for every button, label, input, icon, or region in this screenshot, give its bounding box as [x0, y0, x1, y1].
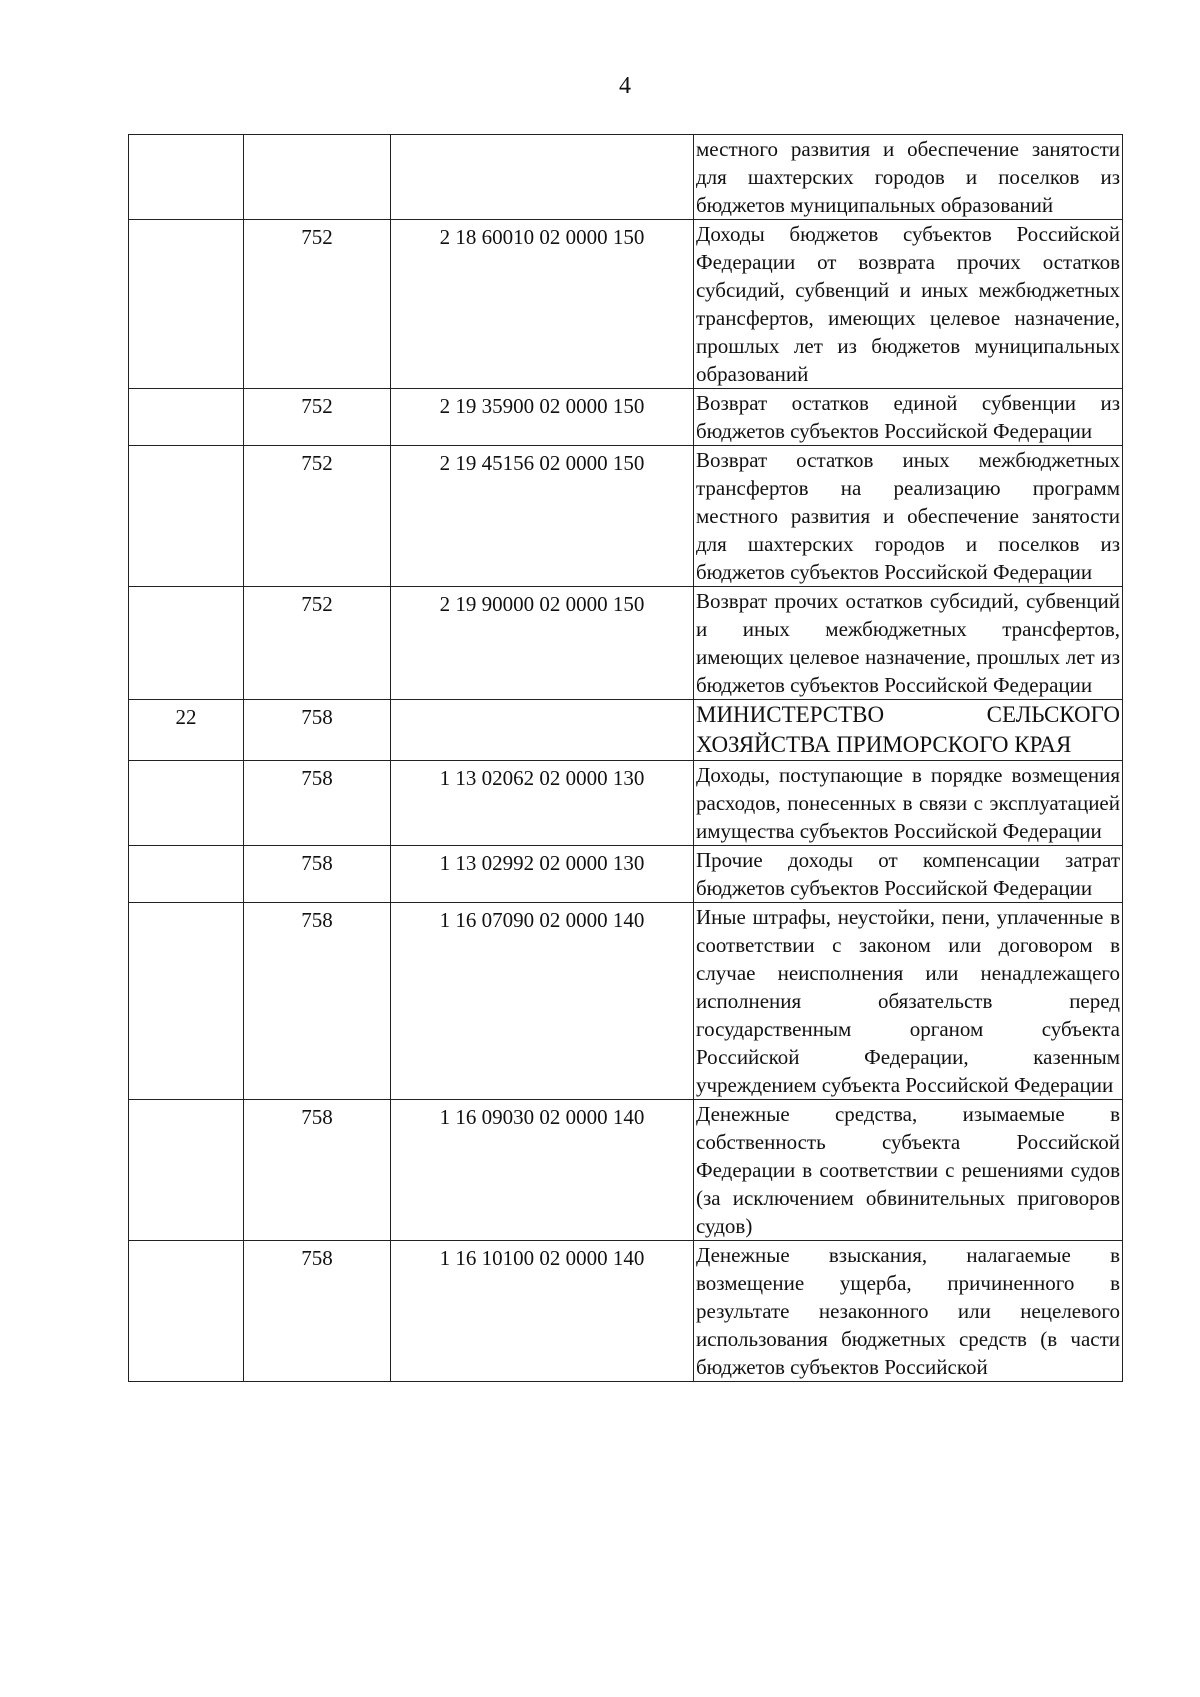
table-row — [129, 903, 1123, 1100]
row-number-text: 22 — [175, 705, 197, 729]
revenue-code-cell — [391, 700, 694, 761]
administrator-code-cell — [244, 446, 391, 587]
revenue-name-text: Возврат остатков иных межбюджетных трансфертов на реализацию программ местного развития и обеспечение занятости для шахтерских городов и поселков из бюджетов субъектов Российской Федерации — [696, 448, 1120, 584]
revenue-name-cell — [694, 846, 1123, 903]
revenue-code-cell — [391, 446, 694, 587]
revenue-code-cell — [391, 903, 694, 1100]
table-row — [129, 220, 1123, 389]
row-number-cell — [129, 846, 244, 903]
revenue-name-cell — [694, 446, 1123, 587]
row-number-cell — [129, 135, 244, 220]
revenue-code-cell — [391, 389, 694, 446]
row-number-text — [129, 220, 243, 223]
row-number-cell — [129, 1241, 244, 1382]
revenue-code-text: 2 19 45156 02 0000 150 — [439, 451, 645, 475]
revenue-name-text: Прочие доходы от компенсации затрат бюджетов субъектов Российской Федерации — [696, 848, 1120, 900]
administrator-code-text: 752 — [301, 592, 333, 616]
administrator-code-text: 758 — [301, 908, 333, 932]
row-number-cell — [129, 587, 244, 700]
row-number-text — [129, 1100, 243, 1103]
administrator-code-text: 752 — [301, 394, 333, 418]
revenue-name-cell — [694, 761, 1123, 846]
revenue-code-cell — [391, 135, 694, 220]
revenue-name-cell — [694, 903, 1123, 1100]
administrator-code-text: 752 — [301, 225, 333, 249]
revenue-code-text — [391, 135, 693, 138]
administrator-code-cell — [244, 1100, 391, 1241]
table-row — [129, 1100, 1123, 1241]
table-row — [129, 587, 1123, 700]
revenue-code-cell — [391, 220, 694, 389]
administrator-code-cell — [244, 389, 391, 446]
row-number-text — [129, 587, 243, 590]
row-number-cell — [129, 389, 244, 446]
row-number-cell — [129, 903, 244, 1100]
revenue-name-text: Доходы, поступающие в порядке возмещения расходов, понесенных в связи с эксплуатацией имущества субъектов Российской Федерации — [696, 763, 1120, 843]
row-number-text — [129, 135, 243, 138]
administrator-code-text: 758 — [301, 705, 333, 729]
revenue-code-cell — [391, 761, 694, 846]
administrator-code-text: 758 — [301, 1105, 333, 1129]
revenue-code-text: 2 19 90000 02 0000 150 — [439, 592, 645, 616]
table-body — [129, 135, 1123, 1382]
administrator-code-cell — [244, 700, 391, 761]
administrator-code-text: 758 — [301, 1246, 333, 1270]
revenue-name-text: Денежные взыскания, налагаемые в возмещение ущерба, причиненного в результате незаконного или нецелевого использования бюджетных средств (в части бюджетов субъектов Российской — [696, 1243, 1120, 1379]
administrator-code-text: 752 — [301, 451, 333, 475]
revenue-name-cell — [694, 587, 1123, 700]
revenue-name-text: местного развития и обеспечение занятости для шахтерских городов и поселков из бюджетов муниципальных образований — [696, 137, 1120, 217]
table-row — [129, 135, 1123, 220]
revenue-code-text: 1 13 02062 02 0000 130 — [439, 766, 645, 790]
table-row — [129, 389, 1123, 446]
revenue-name-cell — [694, 1100, 1123, 1241]
row-number-text — [129, 446, 243, 449]
revenue-name-cell — [694, 220, 1123, 389]
revenue-code-text: 1 16 07090 02 0000 140 — [439, 908, 645, 932]
revenue-name-text: Денежные средства, изымаемые в собственность субъекта Российской Федерации в соответствии с решениями судов (за исключением обвинительных приговоров судов) — [696, 1102, 1120, 1238]
table-row — [129, 700, 1123, 761]
table-row — [129, 1241, 1123, 1382]
revenue-code-cell — [391, 1100, 694, 1241]
row-number-cell — [129, 1100, 244, 1241]
table-row — [129, 846, 1123, 903]
administrator-code-cell — [244, 1241, 391, 1382]
row-number-text — [129, 846, 243, 849]
row-number-cell — [129, 220, 244, 389]
table-row — [129, 761, 1123, 846]
revenue-name-text: Иные штрафы, неустойки, пени, уплаченные в соответствии с законом или договором в случае неисполнения или ненадлежащего исполнения обязательств перед государственным органом субъекта Российской Федерации, казенным учреждением субъекта Российской Федерации — [696, 905, 1120, 1097]
table-row — [129, 446, 1123, 587]
row-number-cell — [129, 761, 244, 846]
administrator-code-cell — [244, 903, 391, 1100]
revenue-code-text: 1 16 09030 02 0000 140 — [439, 1105, 645, 1129]
revenue-name-cell — [694, 1241, 1123, 1382]
revenue-name-cell — [694, 389, 1123, 446]
row-number-cell — [129, 446, 244, 587]
revenue-code-cell — [391, 846, 694, 903]
row-number-cell — [129, 700, 244, 761]
revenue-code-cell — [391, 1241, 694, 1382]
revenue-code-text — [391, 700, 693, 703]
administrator-code-cell — [244, 587, 391, 700]
revenue-name-cell — [694, 700, 1123, 761]
revenue-codes-table — [128, 134, 1123, 1382]
administrator-code-cell — [244, 135, 391, 220]
revenue-name-cell — [694, 135, 1123, 220]
administrator-code-cell — [244, 846, 391, 903]
row-number-text — [129, 761, 243, 764]
revenue-name-text: Возврат остатков единой субвенции из бюджетов субъектов Российской Федерации — [696, 391, 1120, 443]
revenue-code-text: 1 16 10100 02 0000 140 — [439, 1246, 645, 1270]
administrator-code-text: 758 — [301, 766, 333, 790]
revenue-name-text: Доходы бюджетов субъектов Российской Федерации от возврата прочих остатков субсидий, субвенций и иных межбюджетных трансфертов, имеющих целевое назначение, прошлых лет из бюджетов муниципальных образований — [696, 222, 1120, 386]
administrator-code-text — [244, 135, 390, 138]
row-number-text — [129, 1241, 243, 1244]
revenue-name-text: МИНИСТЕРСТВО СЕЛЬСКОГО ХОЗЯЙСТВА ПРИМОРСКОГО КРАЯ — [696, 702, 1120, 757]
revenue-code-cell — [391, 587, 694, 700]
row-number-text — [129, 903, 243, 906]
administrator-code-text: 758 — [301, 851, 333, 875]
revenue-code-text: 1 13 02992 02 0000 130 — [439, 851, 645, 875]
revenue-name-text: Возврат прочих остатков субсидий, субвенций и иных межбюджетных трансфертов, имеющих целевое назначение, прошлых лет из бюджетов субъектов Российской Федерации — [696, 589, 1120, 697]
revenue-code-text: 2 18 60010 02 0000 150 — [439, 225, 645, 249]
administrator-code-cell — [244, 761, 391, 846]
page-number: 4 — [619, 73, 631, 99]
revenue-code-text: 2 19 35900 02 0000 150 — [439, 394, 645, 418]
administrator-code-cell — [244, 220, 391, 389]
row-number-text — [129, 389, 243, 392]
